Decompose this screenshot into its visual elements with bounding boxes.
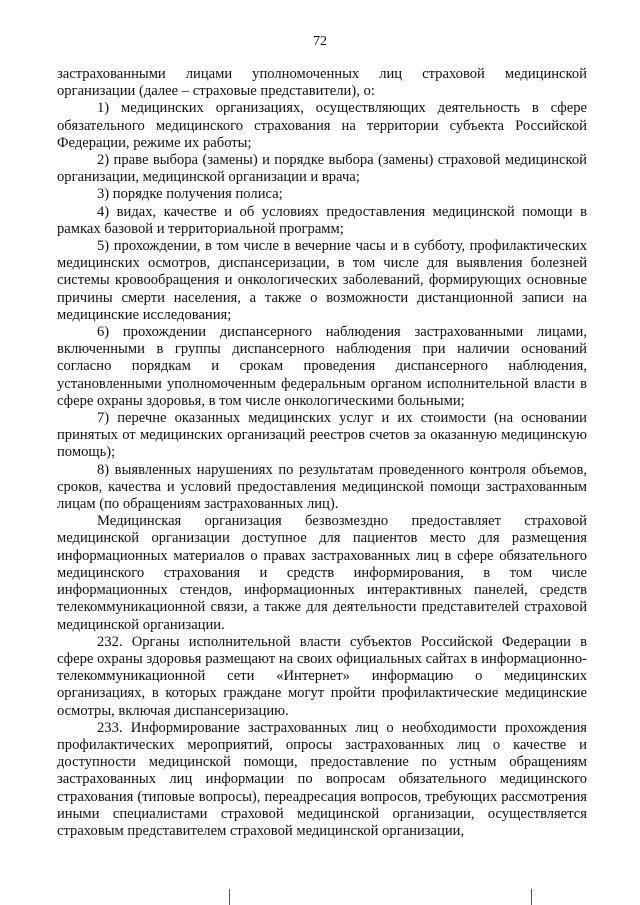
paragraph: застрахованными лицами уполномоченных лиц страховой медицинской организации (далее – страховые представители), о: — [57, 66, 587, 100]
paragraph: Медицинская организация безвозмездно предоставляет страховой медицинской организации доступное для пациентов место для размещения информационных материалов о правах застрахованных лиц в сфере обязательного медицинского страхования и средств информирования, в том числе информационных стендов, информационных интерактивных панелей, средств телекоммуникационной связи, а также для деятельности представителей страховой медицинской организации. — [57, 513, 587, 633]
paragraph: 6) прохождении диспансерного наблюдения застрахованными лицами, включенными в группы диспансерного наблюдения при наличии оснований согласно порядкам и срокам проведения диспансерного наблюдения, установленными уполномоченным федеральным органом исполнительной власти в сфере охраны здоровья, в том числе онкологическими больными; — [57, 324, 587, 409]
paragraph: 2) праве выбора (замены) и порядке выбора (замены) страховой медицинской организации, медицинской организации и врача; — [57, 152, 587, 186]
paragraph: 8) выявленных нарушениях по результатам проведенного контроля объемов, сроков, качества и условий предоставления медицинской помощи застрахованным лицам (по обращениям застрахованных лиц). — [57, 461, 587, 513]
scan-edge-mark — [531, 889, 532, 905]
page-number: 72 — [313, 34, 327, 49]
paragraph: 232. Органы исполнительной власти субъектов Российской Федерации в сфере охраны здоровья размещают на своих официальных сайтах в информационно-телекоммуникационной сети «Интернет» информацию о медицинских организациях, в которых граждане могут пройти профилактические медицинские осмотры, включая диспансеризацию. — [57, 633, 587, 719]
paragraph: 1) медицинских организациях, осуществляющих деятельность в сфере обязательного медицинского страхования на территории субъекта Российской Федерации, режиме их работы; — [57, 100, 587, 151]
paragraph: 233. Информирование застрахованных лиц о необходимости прохождения профилактических мероприятий, опросы застрахованных лиц о качестве и доступности медицинской помощи, предоставление по устным обращениям застрахованных лиц информации по вопросам обязательного медицинского страхования (типовые вопросы), переадресация вопросов, требующих рассмотрения иными специалистами страховой медицинской организации, осуществляется страховым представителем страховой медицинской организации, — [57, 719, 587, 839]
paragraph: 7) перечне оказанных медицинских услуг и их стоимости (на основании принятых от медицинских организаций реестров счетов за оказанную медицинскую помощь); — [57, 410, 587, 461]
paragraph: 4) видах, качестве и об условиях предоставления медицинской помощи в рамках базовой и территориальной программ; — [57, 203, 587, 237]
document-body — [57, 66, 587, 840]
paragraph: 3) порядке получения полиса; — [97, 186, 283, 203]
paragraph: 5) прохождении, в том числе в вечерние часы и в субботу, профилактических медицинских осмотров, диспансеризации, в том числе для выявления болезней системы кровообращения и онкологических заболеваний, формирующих основные причины смерти населения, а также о возможности дистанционной записи на медицинские исследования; — [57, 238, 587, 323]
scan-edge-mark — [229, 889, 230, 905]
